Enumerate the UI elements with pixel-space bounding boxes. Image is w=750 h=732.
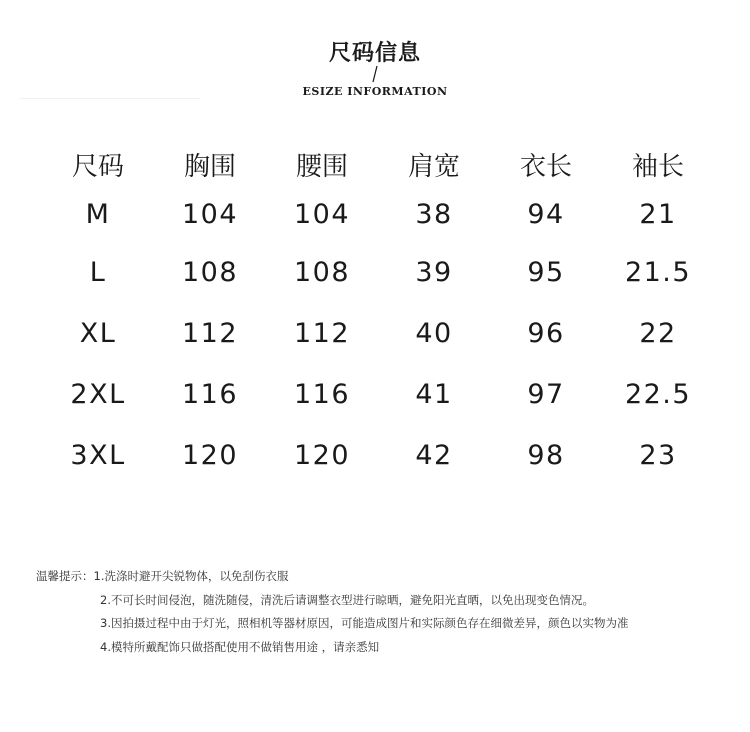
note-text: 2.不可长时间侵泡，随洗随侵，清洗后请调整衣型进行晾晒，避免阳光直晒，以免出现变色情况。: [100, 592, 594, 607]
page-title: 尺码信息: [328, 41, 421, 66]
table-cell: 21: [639, 198, 677, 230]
care-notes: [36, 565, 628, 659]
table-cell: 22.5: [624, 379, 692, 410]
table-cell: L: [89, 257, 107, 288]
table-cell: 41: [415, 379, 453, 410]
table-cell: 95: [527, 257, 565, 288]
table-cell: 120: [293, 440, 351, 471]
table-cell: 94: [527, 198, 565, 230]
note-line: [36, 636, 628, 660]
table-cell: XL: [79, 318, 117, 349]
column-header-sleeve: 袖长: [631, 151, 684, 182]
note-text: 1.洗涤时避开尖锐物体，以免刮伤衣服: [93, 569, 289, 583]
table-row: [42, 242, 714, 303]
note-line: [36, 589, 628, 613]
table-row: [42, 425, 714, 486]
column-header-size: 尺码: [71, 151, 124, 182]
table-cell: 112: [293, 318, 351, 349]
table-cell: 112: [181, 318, 239, 349]
table-cell: 120: [181, 440, 239, 471]
page-subtitle: ESIZE INFORMATION: [302, 85, 448, 98]
note-line: [36, 612, 628, 636]
table-cell: 108: [293, 257, 351, 288]
note-text: 3.因拍摄过程中由于灯光，照相机等器材原因，可能造成图片和实际颜色存在细微差异，颜色以实物为准: [100, 616, 629, 630]
table-cell: 2XL: [70, 379, 126, 410]
table-cell: 38: [415, 198, 453, 230]
table-row: [42, 186, 714, 242]
table-cell: M: [85, 198, 111, 230]
column-header-chest: 胸围: [183, 151, 236, 182]
table-cell: 42: [415, 440, 453, 471]
column-header-shoulder: 肩宽: [407, 151, 460, 182]
table-cell: 40: [415, 318, 453, 349]
table-cell: 116: [181, 379, 239, 410]
note-text: 4.模特所戴配饰只做搭配使用不做销售用途 ，请亲悉知: [100, 639, 380, 654]
notes-label: 温馨提示：: [36, 569, 94, 583]
table-header-row: [42, 142, 714, 186]
table-cell: 104: [293, 198, 351, 230]
table-cell: 22: [639, 318, 677, 349]
table-row: [42, 364, 714, 425]
table-row: [42, 303, 714, 364]
table-cell: 116: [293, 379, 351, 410]
table-cell: 97: [527, 379, 565, 410]
table-cell: 23: [639, 440, 677, 471]
title-divider-slash: [368, 64, 382, 84]
table-cell: 3XL: [70, 440, 126, 471]
table-cell: 96: [527, 318, 565, 349]
table-cell: 21.5: [624, 257, 692, 288]
note-line: [36, 565, 628, 589]
table-cell: 104: [181, 198, 239, 230]
size-table: [42, 142, 714, 486]
table-cell: 108: [181, 257, 239, 288]
column-header-waist: 腰围: [295, 151, 348, 182]
table-cell: 98: [527, 440, 565, 471]
column-header-length: 衣长: [519, 151, 572, 182]
decorative-line: [20, 98, 200, 99]
table-cell: 39: [415, 257, 453, 288]
